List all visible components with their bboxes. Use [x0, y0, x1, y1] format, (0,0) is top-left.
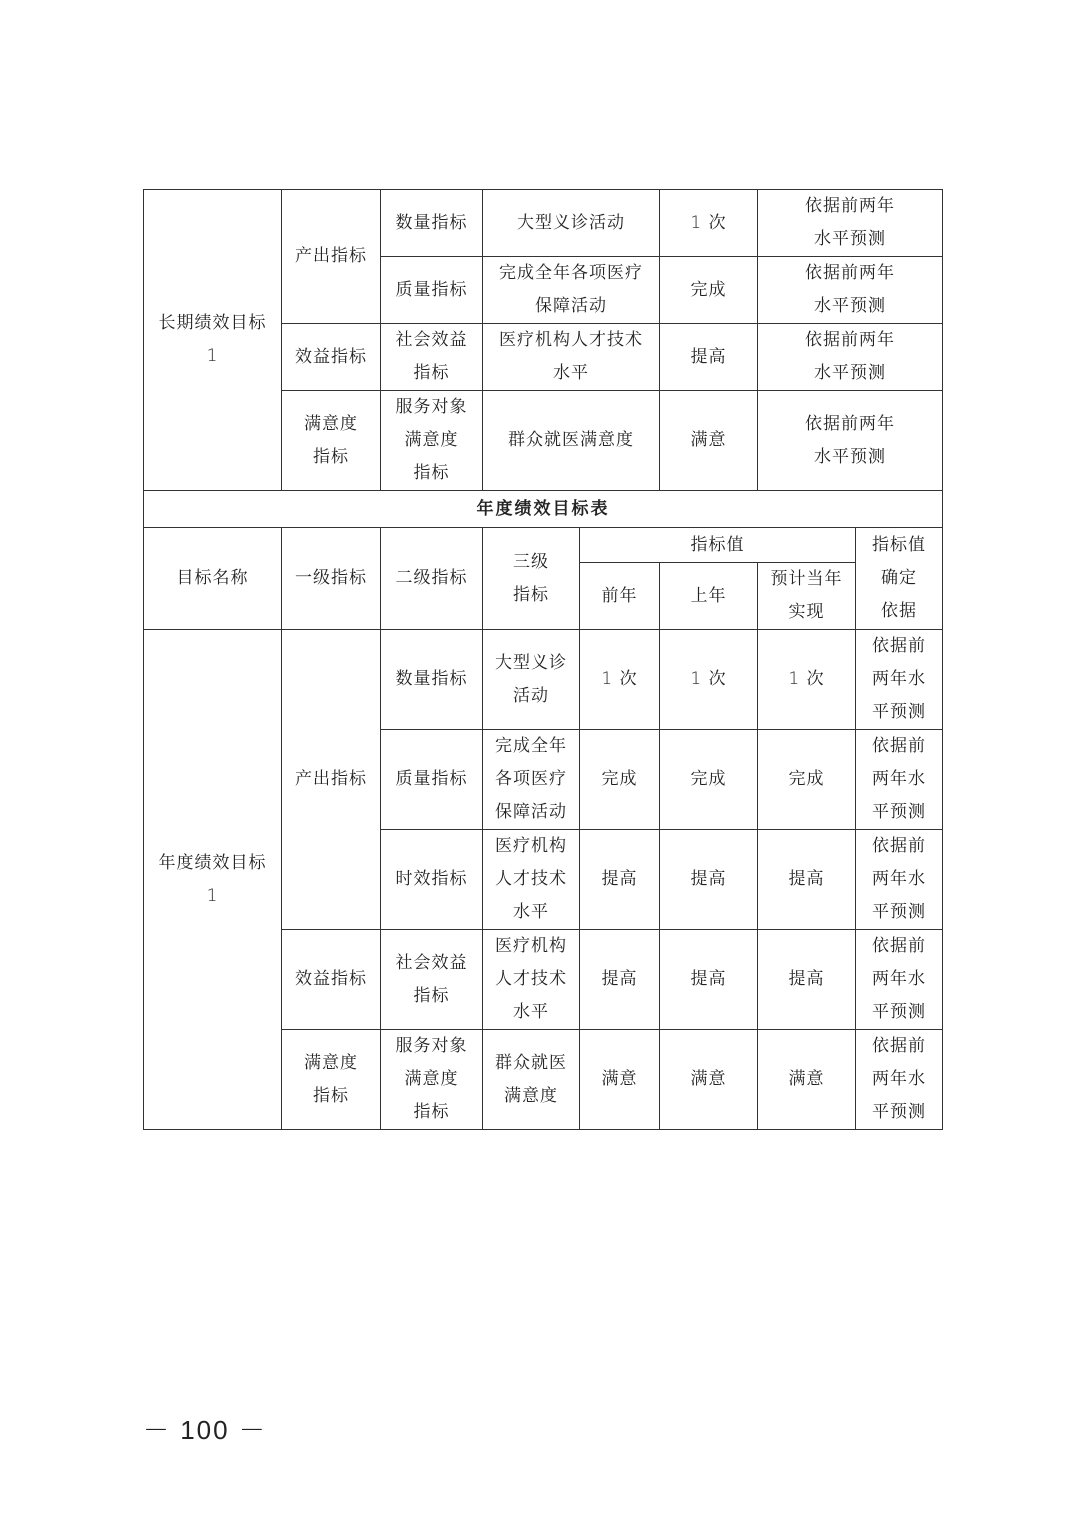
long-term-level1-output: 产出指标	[282, 190, 381, 324]
long-term-level1-satisfaction: 满意度 指标	[282, 391, 381, 491]
header-level1: 一级指标	[282, 528, 381, 630]
table-row	[144, 630, 943, 730]
annual-l2-cell: 社会效益 指标	[381, 930, 483, 1030]
header-level3: 三级 指标	[483, 528, 580, 630]
annual-basis-cell: 依据前 两年水 平预测	[856, 1030, 943, 1130]
long-term-l2-cell: 质量指标	[381, 257, 483, 324]
annual-last-cell: 提高	[660, 830, 758, 930]
long-term-goal-name: 长期绩效目标 1	[144, 190, 282, 491]
header-value-group: 指标值	[580, 528, 856, 563]
header-level2: 二级指标	[381, 528, 483, 630]
long-term-value-cell: 提高	[660, 324, 758, 391]
long-term-basis-cell: 依据前两年 水平预测	[758, 190, 943, 257]
long-term-l3-cell: 大型义诊活动	[483, 190, 660, 257]
annual-l2-cell: 数量指标	[381, 630, 483, 730]
table-row	[144, 491, 943, 528]
annual-level1-benefit: 效益指标	[282, 930, 381, 1030]
annual-basis-cell: 依据前 两年水 平预测	[856, 830, 943, 930]
header-expected: 预计当年 实现	[758, 563, 856, 630]
annual-l2-cell: 时效指标	[381, 830, 483, 930]
long-term-basis-cell: 依据前两年 水平预测	[758, 391, 943, 491]
long-term-l3-cell: 医疗机构人才技术 水平	[483, 324, 660, 391]
annual-l3-cell: 医疗机构 人才技术 水平	[483, 930, 580, 1030]
annual-prev-cell: 1 次	[580, 630, 660, 730]
annual-l2-cell: 质量指标	[381, 730, 483, 830]
annual-prev-cell: 提高	[580, 830, 660, 930]
long-term-l2-cell: 数量指标	[381, 190, 483, 257]
annual-l3-cell: 医疗机构 人才技术 水平	[483, 830, 580, 930]
header-last-year: 上年	[660, 563, 758, 630]
annual-prev-cell: 满意	[580, 1030, 660, 1130]
annual-expected-cell: 1 次	[758, 630, 856, 730]
long-term-l3-cell: 完成全年各项医疗 保障活动	[483, 257, 660, 324]
annual-basis-cell: 依据前 两年水 平预测	[856, 730, 943, 830]
annual-l3-cell: 完成全年 各项医疗 保障活动	[483, 730, 580, 830]
header-goal-name: 目标名称	[144, 528, 282, 630]
annual-prev-cell: 完成	[580, 730, 660, 830]
annual-table-title: 年度绩效目标表	[144, 491, 943, 528]
annual-expected-cell: 完成	[758, 730, 856, 830]
annual-basis-cell: 依据前 两年水 平预测	[856, 630, 943, 730]
long-term-l3-cell: 群众就医满意度	[483, 391, 660, 491]
long-term-value-cell: 1 次	[660, 190, 758, 257]
annual-goal-name: 年度绩效目标 1	[144, 630, 282, 1130]
long-term-value-cell: 满意	[660, 391, 758, 491]
long-term-basis-cell: 依据前两年 水平预测	[758, 324, 943, 391]
annual-expected-cell: 提高	[758, 930, 856, 1030]
annual-l2-cell: 服务对象 满意度 指标	[381, 1030, 483, 1130]
annual-prev-cell: 提高	[580, 930, 660, 1030]
annual-last-cell: 完成	[660, 730, 758, 830]
annual-last-cell: 满意	[660, 1030, 758, 1130]
long-term-l2-cell: 服务对象 满意度 指标	[381, 391, 483, 491]
long-term-level1-benefit: 效益指标	[282, 324, 381, 391]
header-basis: 指标值 确定 依据	[856, 528, 943, 630]
annual-expected-cell: 提高	[758, 830, 856, 930]
annual-l3-cell: 大型义诊 活动	[483, 630, 580, 730]
annual-l3-cell: 群众就医 满意度	[483, 1030, 580, 1130]
long-term-l2-cell: 社会效益 指标	[381, 324, 483, 391]
annual-last-cell: 提高	[660, 930, 758, 1030]
annual-level1-satisfaction: 满意度 指标	[282, 1030, 381, 1130]
performance-target-table	[143, 189, 943, 1130]
table-row	[144, 190, 943, 257]
header-prev-year: 前年	[580, 563, 660, 630]
long-term-basis-cell: 依据前两年 水平预测	[758, 257, 943, 324]
table-header-row	[144, 528, 943, 563]
long-term-value-cell: 完成	[660, 257, 758, 324]
annual-expected-cell: 满意	[758, 1030, 856, 1130]
annual-last-cell: 1 次	[660, 630, 758, 730]
page-number: － 100 －	[143, 1415, 267, 1445]
annual-basis-cell: 依据前 两年水 平预测	[856, 930, 943, 1030]
annual-level1-output: 产出指标	[282, 630, 381, 930]
